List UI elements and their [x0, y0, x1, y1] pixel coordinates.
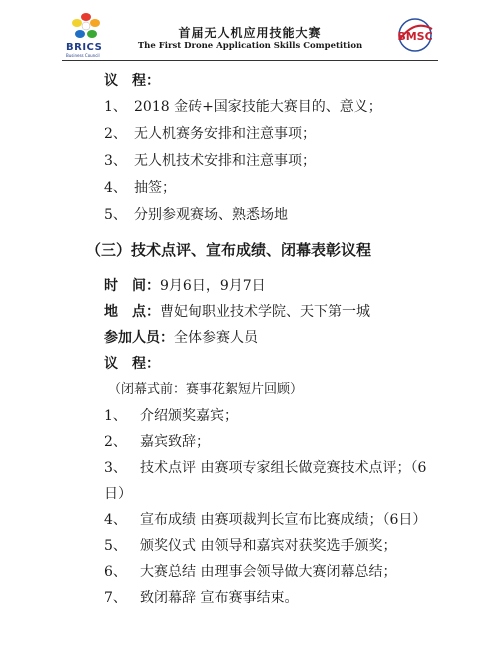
list-item: 4、 宣布成绩 由赛项裁判长宣布比赛成绩；（6日） — [104, 512, 427, 528]
list-item: 2、 无人机赛务安排和注意事项； — [104, 126, 316, 142]
pre-closing-note: （闭幕式前：赛事花絮短片回顾） — [108, 382, 304, 397]
time-value: 9月6日，9月7日 — [160, 278, 266, 294]
list-item: 7、 致闭幕辞 宣布赛事结束。 — [104, 590, 299, 606]
list-item-continuation: 日） — [104, 486, 132, 502]
header-divider — [62, 60, 438, 61]
time-row — [104, 277, 266, 295]
attendees-value: 全体参赛人员 — [174, 330, 258, 346]
bmsc-logo — [392, 15, 438, 55]
time-label: 时 间： — [104, 278, 160, 294]
brics-logo-text: BRICS — [66, 42, 103, 53]
svg-text:BMSC: BMSC — [397, 30, 433, 43]
header-title-cn: 首届无人机应用技能大赛 — [178, 26, 322, 40]
list-item: 6、 大赛总结 由理事会领导做大赛闭幕总结； — [104, 564, 397, 580]
place-row — [104, 303, 370, 321]
list-item: 3、 技术点评 由赛项专家组长做竞赛技术点评；（6 — [104, 460, 427, 476]
list-item: 3、 无人机技术安排和注意事项； — [104, 153, 316, 169]
page-header — [62, 12, 438, 58]
list-item: 5、 分别参观赛场、熟悉场地 — [104, 207, 288, 223]
list-item: 1、 介绍颁奖嘉宾； — [104, 408, 238, 424]
agenda1-label: 议 程： — [104, 73, 160, 89]
list-item: 2、 嘉宾致辞； — [104, 434, 210, 450]
attendees-label: 参加人员： — [104, 330, 174, 346]
header-title-en: The First Drone Application Skills Competition — [137, 41, 363, 51]
attendees-row — [104, 329, 258, 347]
list-item: 1、 2018 金砖+国家技能大赛目的、意义； — [104, 99, 382, 115]
place-value: 曹妃甸职业技术学院、天下第一城 — [160, 304, 370, 320]
list-item: 4、 抽签； — [104, 180, 176, 196]
section-heading: （三）技术点评、宣布成绩、闭幕表彰议程 — [86, 241, 372, 259]
list-item: 5、 颁奖仪式 由领导和嘉宾对获奖选手颁奖； — [104, 538, 397, 554]
brics-logo-subtext: Business Council — [66, 53, 100, 58]
bmsc-emblem-icon — [392, 15, 438, 55]
agenda2-label: 议 程： — [104, 356, 160, 372]
place-label: 地 点： — [104, 304, 160, 320]
